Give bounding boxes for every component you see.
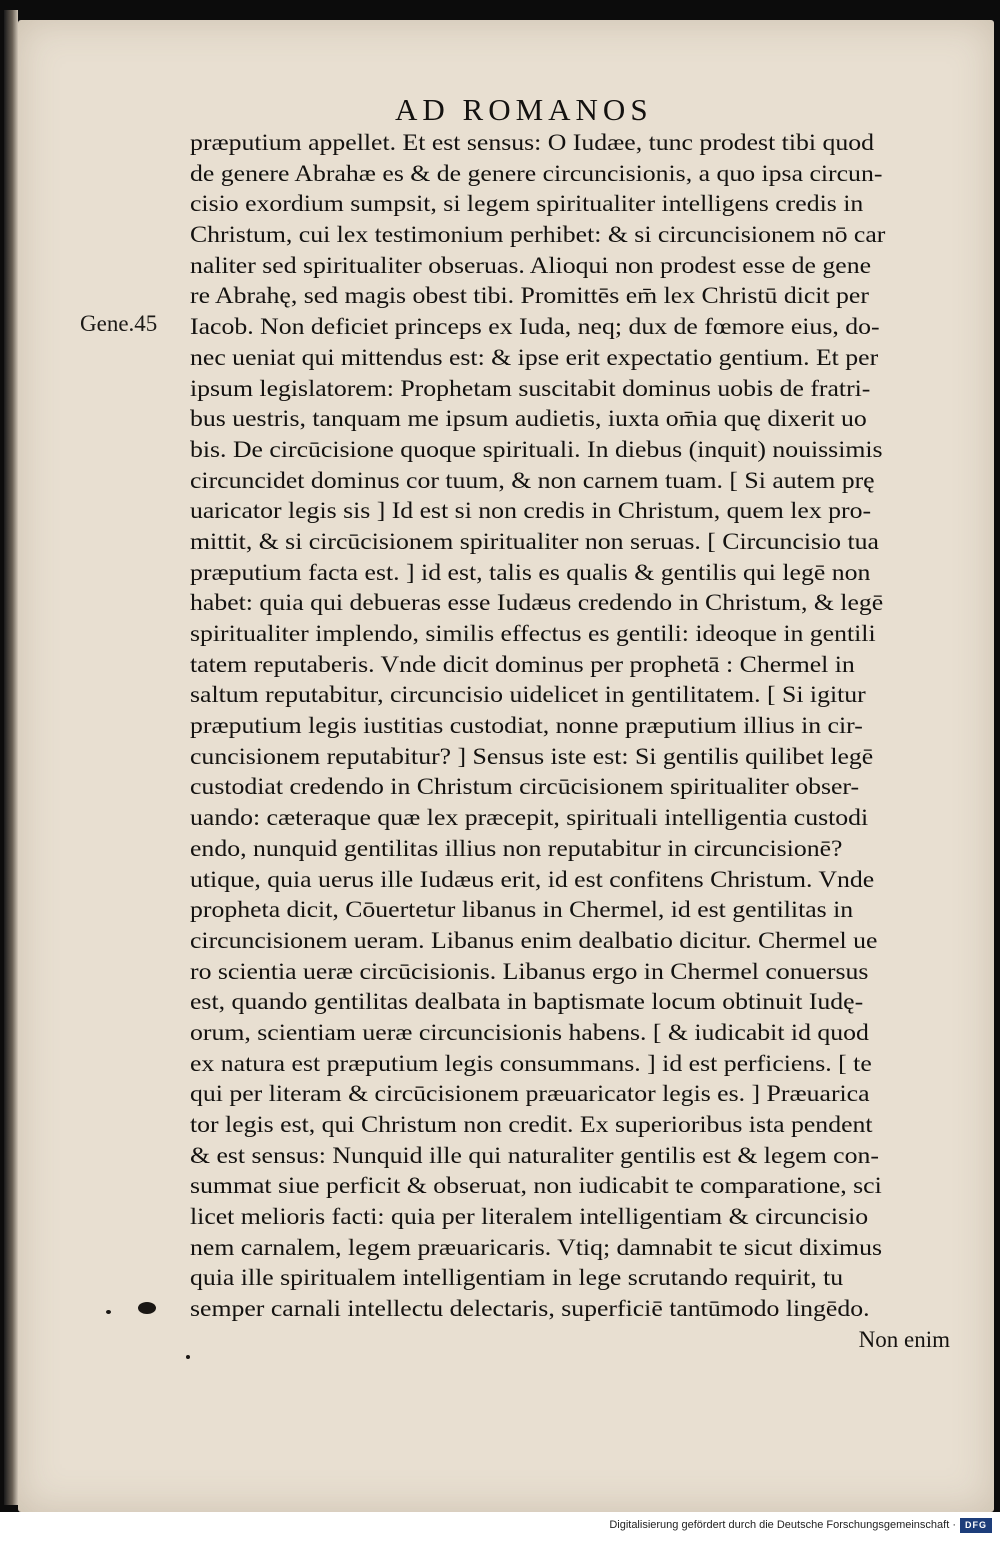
- text-line: uaricator legis sis ] Id est si non credis in Christum, quem lex pro-: [190, 498, 872, 524]
- text-line: cuncisionem reputabitur? ] Sensus iste est: Si gentilis quilibet legē: [190, 743, 874, 769]
- text-line: bis. De circūcisione quoque spirituali. In diebus (inquit) nouissimis: [190, 436, 883, 462]
- ink-dot-mark: [106, 1310, 111, 1314]
- text-line: quia ille spiritualem intelligentiam in lege scrutando requirit, tu: [190, 1265, 844, 1291]
- running-head: AD ROMANOS: [395, 92, 653, 127]
- text-line: Christum, cui lex testimonium perhibet: & si circuncisionem nō car: [190, 222, 886, 248]
- ink-blot-mark: [138, 1302, 156, 1314]
- text-line: Non enim: [858, 1326, 950, 1352]
- text-line: custodiat credendo in Christum circūcisionem spiritualiter obser-: [190, 774, 860, 800]
- footer-bar: [0, 1512, 1000, 1541]
- text-line: circuncisionem ueram. Libanus enim dealbatio dicitur. Chermel ue: [190, 927, 878, 953]
- body-text: [190, 128, 960, 1356]
- text-line: tatem reputaberis. Vnde dicit dominus per prophetā : Chermel in: [190, 651, 855, 677]
- text-line: tor legis est, qui Christum non credit. Ex superioribus ista pendent: [190, 1112, 873, 1137]
- text-line: præputium facta est. ] id est, talis es qualis & gentilis qui legē non: [190, 559, 871, 585]
- text-line: præputium appellet. Et est sensus: O Iudæe, tunc prodest tibi quod: [190, 130, 874, 155]
- marginal-note: Gene.45: [80, 311, 158, 336]
- text-line: habet: quia qui debueras esse Iudæus credendo in Christum, & legē: [190, 590, 884, 616]
- text-line: ipsum legislatorem: Prophetam suscitabit dominus uobis de fratri-: [190, 375, 871, 401]
- text-line: Iacob. Non deficiet princeps ex Iuda, neq; dux de fœmore eius, do-: [190, 314, 880, 340]
- text-line: circuncidet dominus cor tuum, & non carnem tuam. [ Si autem prę: [190, 467, 875, 493]
- text-line: uando: cæteraque quæ lex præcepit, spirituali intelligentia custodi: [190, 805, 869, 831]
- text-line: nec ueniat qui mittendus est: & ipse erit expectatio gentium. Et per: [190, 344, 879, 370]
- text-line: re Abrahę, sed magis obest tibi. Promittēs em̄ lex Christū dicit per: [190, 283, 869, 309]
- text-line: naliter sed spiritualiter obseruas. Alioqui non prodest esse de gene: [190, 252, 872, 278]
- text-line: saltum reputabitur, circuncisio uidelicet in gentilitatem. [ Si igitur: [190, 682, 866, 708]
- text-line: præputium legis iustitias custodiat, nonne præputium illius in cir-: [190, 713, 863, 739]
- text-line: ro scientia ueræ circūcisionis. Libanus ergo in Chermel conuersus: [190, 958, 869, 984]
- ink-dot-mark: [186, 1355, 190, 1359]
- text-line: & est sensus: Nunquid ille qui naturaliter gentilis est & legem con-: [190, 1142, 879, 1168]
- text-line: est, quando gentilitas dealbata in baptismate locum obtinuit Iudę-: [190, 989, 864, 1015]
- text-line: licet melioris facti: quia per literalem intelligentiam & circuncisio: [190, 1204, 869, 1230]
- dfg-logo-icon: DFG: [960, 1518, 992, 1533]
- digitization-credit: Digitalisierung gefördert durch die Deutsche Forschungsgemeinschaft ·: [609, 1519, 956, 1531]
- text-line: bus uestris, tanquam me ipsum audietis, iuxta om̄ia quę dixerit uo: [190, 406, 867, 432]
- text-line: orum, scientiam ueræ circuncisionis habens. [ & iudicabit id quod: [190, 1019, 869, 1045]
- text-line: ex natura est præputium legis consummans. ] id est perficiens. [ te: [190, 1050, 872, 1076]
- text-line: propheta dicit, Cōuertetur libanus in Chermel, id est gentilitas in: [190, 897, 854, 923]
- text-line: spiritualiter implendo, similis effectus es gentili: ideoque in gentili: [190, 621, 876, 646]
- text-line: utique, quia uerus ille Iudæus erit, id est confitens Christum. Vnde: [190, 866, 875, 892]
- text-line: mittit, & si circūcisionem spiritualiter non seruas. [ Circuncisio tua: [190, 528, 879, 554]
- text-line: de genere Abrahæ es & de genere circuncisionis, a quo ipsa circun-: [190, 160, 883, 186]
- text-line: nem carnalem, legem præuaricaris. Vtiq; damnabit te sicut diximus: [190, 1234, 883, 1260]
- text-line: summat siue perficit & obseruat, non iudicabit te comparatione, sci: [190, 1173, 882, 1199]
- text-line: cisio exordium sumpsit, si legem spiritualiter intelligens credis in: [190, 191, 864, 217]
- text-line: semper carnali intellectu delectaris, superficiē tantūmodo lingēdo.: [190, 1296, 870, 1322]
- text-line: endo, nunquid gentilitas illius non reputabitur in circuncisionē?: [190, 835, 843, 861]
- text-line: qui per literam & circūcisionem præuaricator legis es. ] Præuarica: [190, 1081, 870, 1107]
- book-spine-edge: [4, 10, 18, 1505]
